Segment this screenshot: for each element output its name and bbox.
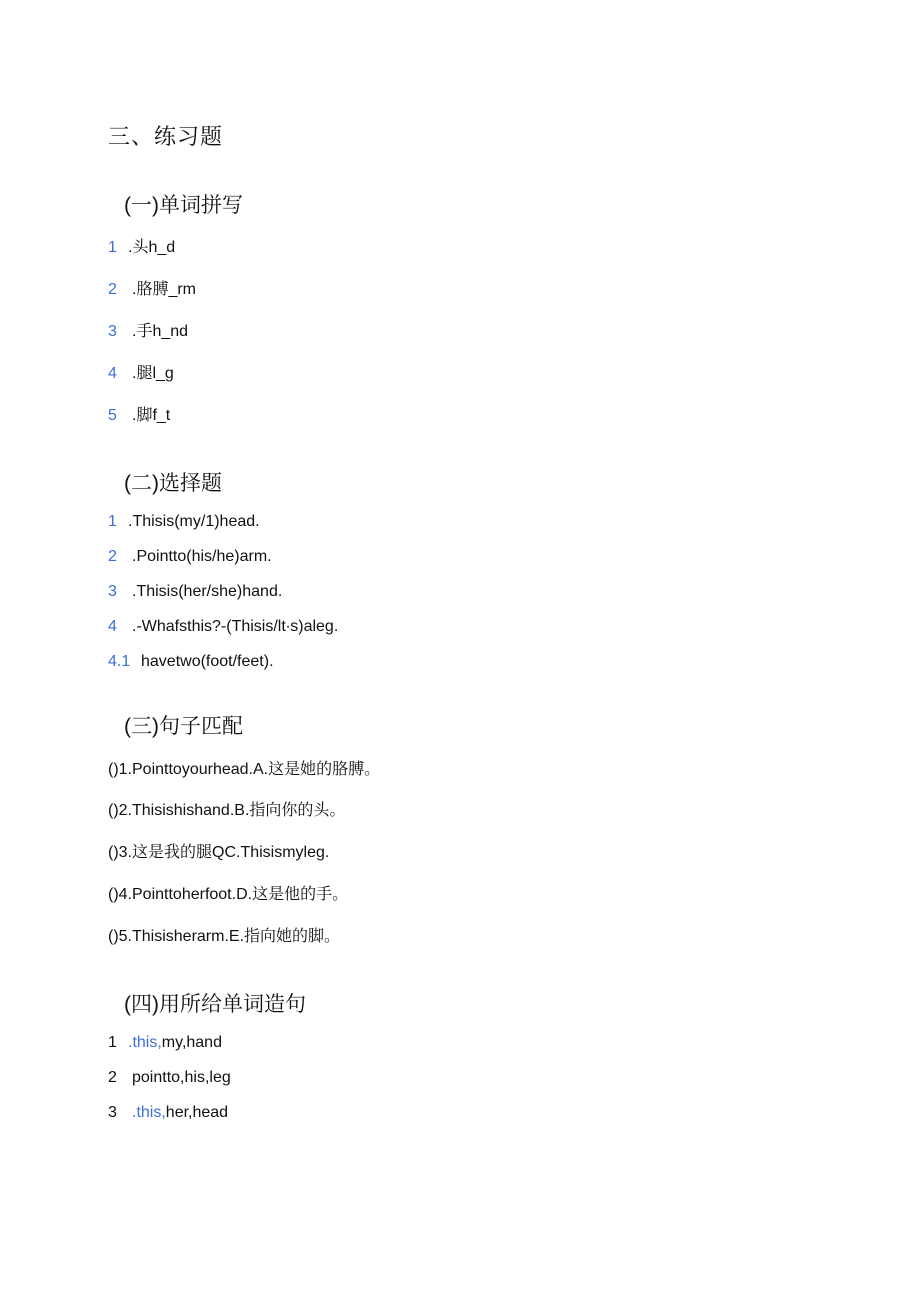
item-number: 1 — [108, 513, 117, 530]
list-item — [108, 321, 188, 343]
item-text: her,head — [165, 1104, 229, 1121]
item-text: .手h_nd — [132, 323, 189, 340]
item-number: 4.1 — [108, 653, 131, 670]
list-item — [108, 1102, 228, 1124]
list-item — [108, 405, 170, 427]
section-heading-choice: (二)选择题 — [124, 472, 222, 495]
item-number: 2 — [108, 1069, 117, 1086]
list-item — [108, 581, 282, 603]
list-item — [108, 1032, 222, 1054]
item-number: 2 — [108, 281, 117, 298]
item-number: 3 — [108, 1104, 117, 1121]
section-heading-spelling: (一)单词拼写 — [124, 194, 243, 217]
item-text: ()2.Thisishishand.B.指向你的头。 — [108, 802, 346, 819]
item-number: 4 — [108, 618, 117, 635]
item-number: 1 — [108, 239, 117, 256]
item-text: .胳膊_rm — [132, 281, 197, 298]
item-number: 4 — [108, 365, 117, 382]
item-number: 2 — [108, 548, 117, 565]
list-item — [108, 279, 196, 301]
list-item — [108, 546, 272, 568]
item-text: ()4.Pointtoherfoot.D.这是他的手。 — [108, 886, 349, 903]
item-prefix: .this, — [132, 1104, 166, 1121]
section-heading-sentences: (四)用所给单词造句 — [124, 993, 306, 1016]
item-text: pointto,his,leg — [132, 1069, 231, 1086]
section-heading-matching: (三)句子匹配 — [124, 715, 243, 738]
item-text: .腿l_g — [132, 365, 174, 382]
item-number: 5 — [108, 407, 117, 424]
item-text: .脚f_t — [132, 407, 171, 424]
item-text: havetwo(foot/feet). — [141, 653, 274, 670]
item-text: .Thisis(her/she)hand. — [132, 583, 283, 600]
list-item — [108, 926, 340, 948]
list-item — [108, 884, 348, 906]
list-item — [108, 511, 260, 533]
item-text: ()5.Thisisherarm.E.指向她的脚。 — [108, 928, 341, 945]
item-number: 3 — [108, 583, 117, 600]
item-text: .Thisis(my/1)head. — [128, 513, 260, 530]
item-number: 1 — [108, 1034, 117, 1051]
list-item — [108, 800, 345, 822]
list-item — [108, 1067, 231, 1089]
item-prefix: .this, — [128, 1034, 162, 1051]
item-text: .头h_d — [128, 239, 176, 256]
list-item — [108, 759, 380, 781]
list-item — [108, 651, 274, 673]
page-title: 三、练习题 — [108, 124, 224, 149]
list-item — [108, 616, 338, 638]
item-number: 3 — [108, 323, 117, 340]
item-text: my,hand — [161, 1034, 222, 1051]
item-text: ()1.Pointtoyourhead.A.这是她的胳膊。 — [108, 761, 381, 778]
item-text: .-Whafsthis?-(Thisis/lt∙s)aleg. — [132, 618, 339, 635]
list-item — [108, 363, 174, 385]
item-text: .Pointto(his/he)arm. — [132, 548, 272, 565]
list-item — [108, 842, 329, 864]
list-item — [108, 237, 175, 259]
item-text: ()3.这是我的腿QC.Thisismyleg. — [108, 844, 330, 861]
